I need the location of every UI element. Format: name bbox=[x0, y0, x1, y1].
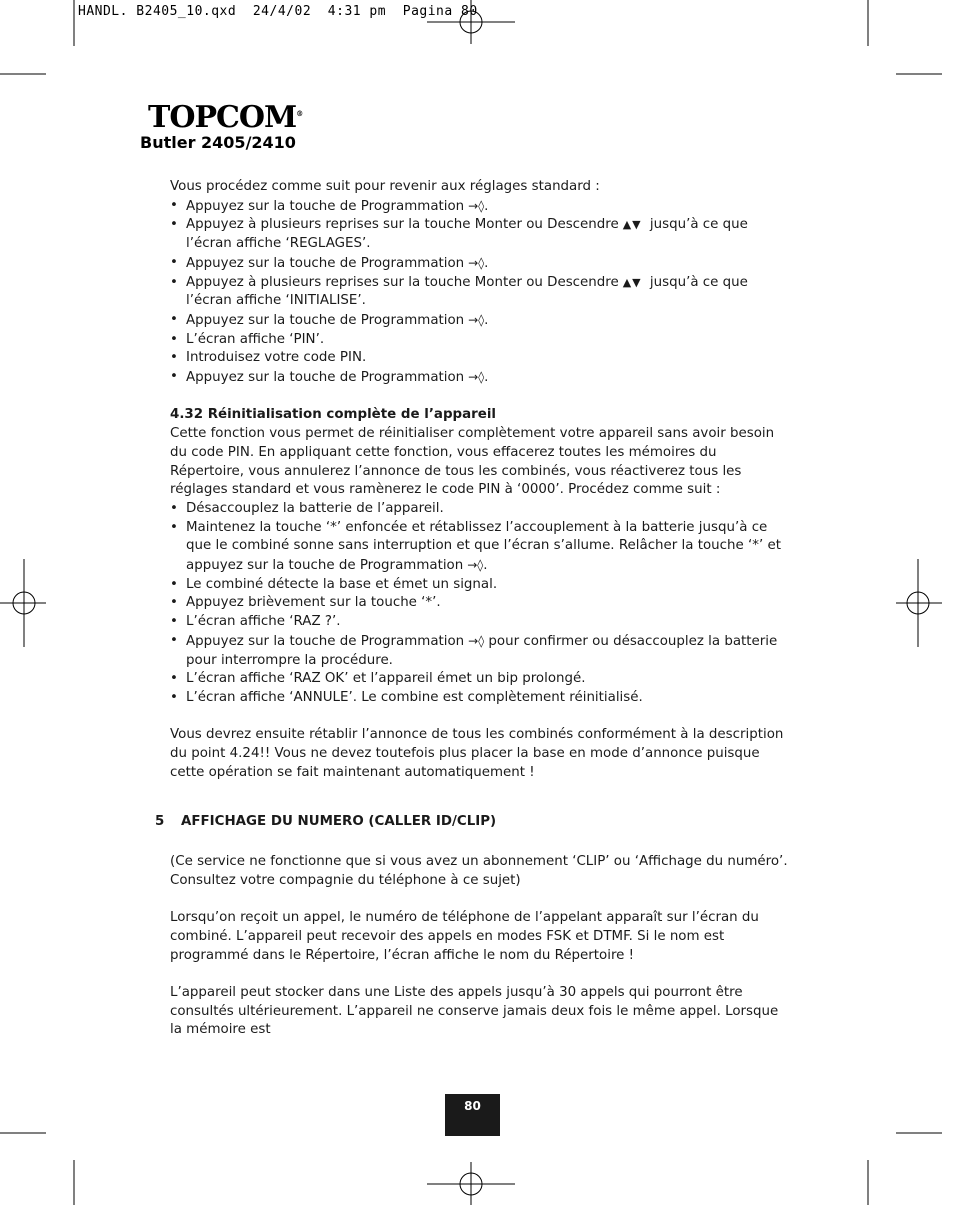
list-item-suffix: pour confirmer ou désaccouplez la batterie pour interrompre la procédure. bbox=[186, 633, 778, 668]
list-item-text: Appuyez sur la touche de Programmation bbox=[186, 633, 465, 649]
list-item-suffix: . bbox=[484, 312, 489, 328]
list-item-suffix: . bbox=[484, 198, 489, 214]
list-item bbox=[170, 274, 790, 311]
list-item bbox=[170, 197, 790, 217]
programming-key-icon: →◊ bbox=[468, 633, 485, 648]
list-item bbox=[170, 500, 790, 519]
list-item bbox=[170, 368, 790, 388]
page-number: 80 bbox=[445, 1094, 500, 1136]
list-item bbox=[170, 632, 790, 670]
chapter-heading bbox=[155, 814, 496, 829]
list-item-text: Maintenez la touche ‘*’ enfoncée et rétablissez l’accouplement à la batterie jusqu’à ce que le combiné sonne sans interruption et que l’écran s’allume. Relâcher la touche ‘*’ et appuyez sur la touche de Programmation bbox=[186, 519, 781, 574]
registration-target-bottom bbox=[427, 1162, 515, 1205]
list-item-suffix: . bbox=[484, 255, 489, 271]
clip-note: (Ce service ne fonctionne que si vous avez un abonnement ‘CLIP’ ou ‘Affichage du numéro’. Consultez votre compagnie du téléphone à ce sujet) bbox=[170, 854, 788, 888]
full-reset-steps-list bbox=[170, 500, 790, 708]
incoming-call-paragraph: Lorsqu’on reçoit un appel, le numéro de téléphone de l’appelant apparaît sur l’écran du combiné. L’appareil peut recevoir des appels en modes FSK et DTMF. Si le nom est programmé dans le Répertoire, l’écran affiche le nom du Répertoire ! bbox=[170, 910, 759, 963]
list-item bbox=[170, 349, 790, 368]
up-down-arrows-icon: ▲▼ bbox=[622, 218, 642, 232]
list-item bbox=[170, 254, 790, 274]
list-item bbox=[170, 519, 790, 576]
list-item-text: Le combiné détecte la base et émet un signal. bbox=[186, 576, 498, 592]
list-item bbox=[170, 670, 790, 689]
programming-key-icon: →◊ bbox=[467, 558, 484, 573]
registration-target-left bbox=[0, 559, 46, 647]
logo-registered-mark: ® bbox=[296, 109, 303, 118]
logo-text: TOPCOM bbox=[148, 100, 297, 135]
list-item bbox=[170, 576, 790, 595]
list-item-text: Appuyez sur la touche de Programmation bbox=[186, 255, 465, 271]
reset-steps-list bbox=[170, 197, 790, 388]
list-item bbox=[170, 613, 790, 632]
chapter-title: AFFICHAGE DU NUMERO (CALLER ID/CLIP) bbox=[181, 814, 497, 829]
intro-text: Vous procédez comme suit pour revenir aux réglages standard : bbox=[170, 179, 600, 194]
model-title: Butler 2405/2410 bbox=[140, 133, 296, 152]
list-item bbox=[170, 216, 790, 253]
list-item bbox=[170, 594, 790, 613]
programming-key-icon: →◊ bbox=[468, 198, 485, 213]
list-item-text: L’écran affiche ‘RAZ ?’. bbox=[186, 614, 341, 630]
chapter-number: 5 bbox=[155, 814, 165, 829]
list-item-text: Désaccouplez la batterie de l’appareil. bbox=[186, 500, 444, 516]
list-item-suffix: jusqu’à ce que l’écran affiche ‘INITIALISE’. bbox=[186, 274, 748, 309]
printer-slug: HANDL. B2405_10.qxd 24/4/02 4:31 pm Pagina 80 bbox=[78, 4, 478, 19]
list-item bbox=[170, 311, 790, 331]
closing-paragraph: Vous devrez ensuite rétablir l’annonce de tous les combinés conformément à la description du point 4.24!! Vous ne devez toutefois plus placer la base en mode d’annonce puisque cette opération se fait maintenant automatiquement ! bbox=[170, 727, 784, 780]
programming-key-icon: →◊ bbox=[468, 370, 485, 385]
list-item-text: L’écran affiche ‘ANNULE’. Le combine est complètement réinitialisé. bbox=[186, 689, 643, 705]
call-list-paragraph: L’appareil peut stocker dans une Liste des appels jusqu’à 30 appels qui pourront être consultés ultérieurement. L’appareil ne conserve jamais deux fois le même appel. Lorsque la mémoire est bbox=[170, 984, 779, 1038]
list-item-text: Appuyez brièvement sur la touche ‘*’. bbox=[186, 595, 441, 611]
list-item-text: Introduisez votre code PIN. bbox=[186, 350, 367, 366]
list-item-text: L’écran affiche ‘PIN’. bbox=[186, 331, 325, 347]
programming-key-icon: →◊ bbox=[468, 255, 485, 270]
topcom-logo bbox=[148, 100, 302, 135]
list-item-text: Appuyez sur la touche de Programmation bbox=[186, 370, 465, 386]
list-item-text: Appuyez à plusieurs reprises sur la touche Monter ou Descendre bbox=[186, 274, 619, 290]
list-item bbox=[170, 331, 790, 350]
list-item-text: Appuyez sur la touche de Programmation bbox=[186, 198, 465, 214]
main-content bbox=[170, 178, 790, 782]
list-item-suffix: . bbox=[484, 370, 489, 386]
list-item-text: Appuyez à plusieurs reprises sur la touche Monter ou Descendre bbox=[186, 217, 619, 233]
list-item bbox=[170, 689, 790, 708]
chapter-content bbox=[170, 853, 790, 1040]
programming-key-icon: →◊ bbox=[468, 312, 485, 327]
list-item-text: L’écran affiche ‘RAZ OK’ et l’appareil émet un bip prolongé. bbox=[186, 671, 586, 687]
section-paragraph: Cette fonction vous permet de réinitialiser complètement votre appareil sans avoir besoin du code PIN. En appliquant cette fonction, vous effacerez toutes les mémoires du Répertoire, vous annulerez l’annonce de tous les combinés, vous réactiverez tous les réglages standard et vous ramènerez le code PIN à ‘0000’. Procédez comme suit : bbox=[170, 426, 775, 498]
list-item-suffix: . bbox=[483, 558, 488, 574]
registration-target-right bbox=[896, 559, 942, 647]
section-title: 4.32 Réinitialisation complète de l’appareil bbox=[170, 407, 497, 423]
list-item-text: Appuyez sur la touche de Programmation bbox=[186, 312, 465, 328]
up-down-arrows-icon: ▲▼ bbox=[622, 275, 642, 289]
list-item-suffix: jusqu’à ce que l’écran affiche ‘REGLAGES’. bbox=[186, 217, 748, 252]
